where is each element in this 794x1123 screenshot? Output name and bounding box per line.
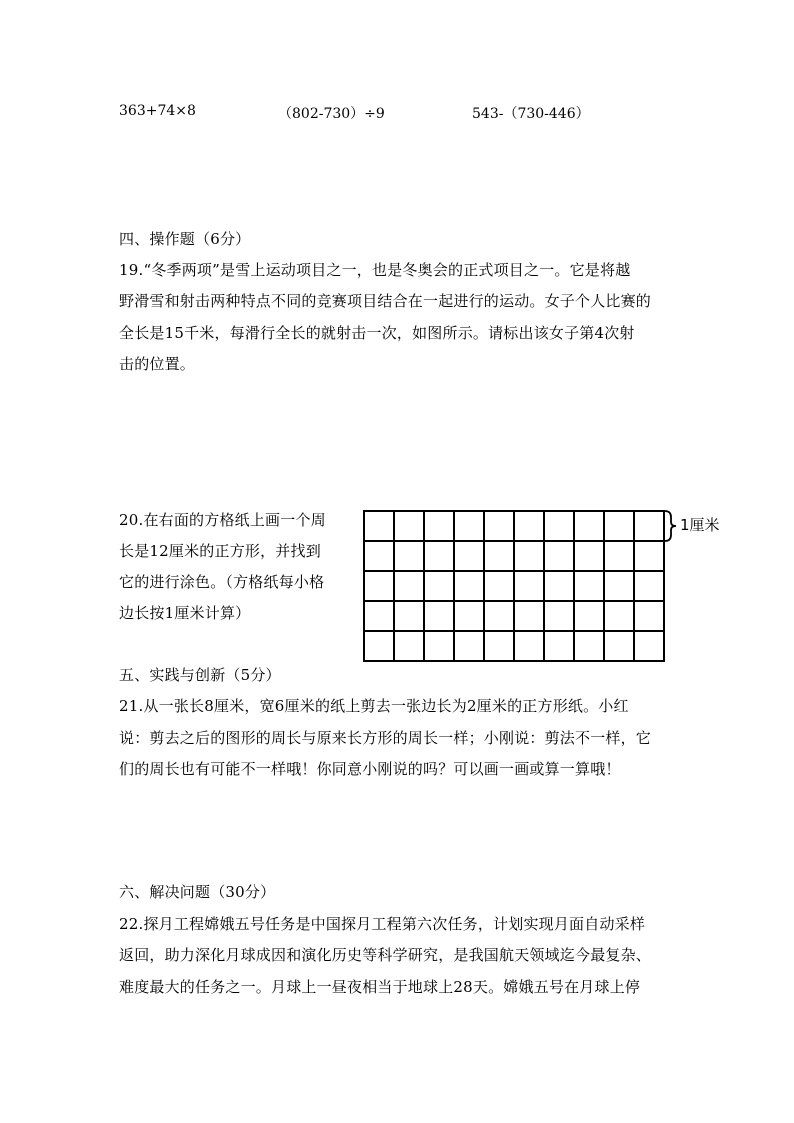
grid-cell bbox=[635, 542, 665, 572]
q21-line-2: 说：剪去之后的图形的周长与原来长方形的周长一样；小刚说：剪法不一样，它 bbox=[119, 729, 652, 747]
q22-line-1: 22.探月工程嫦娥五号任务是中国探月工程第六次任务，计划实现月面自动采样 bbox=[119, 915, 646, 933]
grid-cell bbox=[395, 632, 425, 662]
grid-cell bbox=[425, 632, 455, 662]
grid-cell bbox=[515, 542, 545, 572]
grid-cell bbox=[605, 542, 635, 572]
grid-cell bbox=[575, 602, 605, 632]
grid-cell bbox=[635, 572, 665, 602]
section5-heading: 五、实践与创新（5分） bbox=[119, 666, 281, 684]
q19-line-3: 全长是15千米，每滑行全长的就射击一次，如图所示。请标出该女子第4次射 bbox=[119, 324, 635, 342]
grid-cell bbox=[455, 602, 485, 632]
expression-3: 543-（730-446） bbox=[472, 106, 590, 122]
grid-cell bbox=[485, 572, 515, 602]
grid-unit-label: 1厘米 bbox=[680, 516, 720, 534]
q21-line-1: 21.从一张长8厘米，宽6厘米的纸上剪去一张边长为2厘米的正方形纸。小红 bbox=[119, 697, 629, 715]
grid-cell bbox=[485, 602, 515, 632]
q19-line-1: 19.“冬季两项”是雪上运动项目之一，也是冬奥会的正式项目之一。它是将越 bbox=[119, 261, 631, 279]
grid-cell bbox=[485, 512, 515, 542]
grid-cell bbox=[545, 572, 575, 602]
grid-cell bbox=[545, 542, 575, 572]
grid-cell bbox=[515, 572, 545, 602]
q20-line-3: 它的进行涂色。（方格纸每小格 bbox=[119, 573, 325, 591]
grid-cell bbox=[425, 572, 455, 602]
grid-cell bbox=[395, 602, 425, 632]
grid-cell bbox=[485, 632, 515, 662]
grid-cell bbox=[425, 512, 455, 542]
grid-cell bbox=[365, 632, 395, 662]
grid-cell bbox=[635, 632, 665, 662]
grid-cell bbox=[515, 632, 545, 662]
grid-cell bbox=[575, 512, 605, 542]
grid-cell bbox=[605, 512, 635, 542]
grid-cell bbox=[425, 602, 455, 632]
grid-cell bbox=[395, 572, 425, 602]
grid-cell bbox=[545, 602, 575, 632]
grid-cell bbox=[365, 512, 395, 542]
square-grid bbox=[363, 510, 665, 662]
grid-cell bbox=[395, 512, 425, 542]
grid-cell bbox=[635, 602, 665, 632]
brace-icon bbox=[664, 510, 678, 542]
q21-line-3: 们的周长也有可能不一样哦！你同意小刚说的吗？可以画一画或算一算哦！ bbox=[119, 760, 621, 778]
grid-cell bbox=[455, 572, 485, 602]
grid-cell bbox=[515, 602, 545, 632]
q20-line-4: 边长按1厘米计算） bbox=[119, 604, 251, 622]
grid-cell bbox=[365, 572, 395, 602]
grid-cell bbox=[605, 602, 635, 632]
grid-cell bbox=[545, 632, 575, 662]
grid-cell bbox=[485, 542, 515, 572]
q20-line-2: 长是12厘米的正方形，并找到 bbox=[119, 542, 321, 560]
expression-1: 363+74×8 bbox=[119, 103, 196, 119]
grid-cell bbox=[395, 542, 425, 572]
section6-heading: 六、解决问题（30分） bbox=[119, 883, 276, 901]
grid-cell bbox=[575, 572, 605, 602]
grid-cell bbox=[575, 632, 605, 662]
grid-cell bbox=[455, 542, 485, 572]
grid-cell bbox=[515, 512, 545, 542]
section4-heading: 四、操作题（6分） bbox=[119, 230, 251, 248]
grid-cell bbox=[365, 542, 395, 572]
grid-cell bbox=[365, 602, 395, 632]
q19-line-4: 击的位置。 bbox=[119, 355, 196, 373]
grid-cell bbox=[545, 512, 575, 542]
grid-cell bbox=[605, 632, 635, 662]
grid-cell bbox=[605, 572, 635, 602]
q20-line-1: 20.在右面的方格纸上画一个周 bbox=[119, 511, 326, 529]
grid-cell bbox=[635, 512, 665, 542]
grid-cell bbox=[425, 542, 455, 572]
grid-cell bbox=[575, 542, 605, 572]
expression-2: （802-730）÷9 bbox=[278, 106, 385, 122]
q22-line-3: 难度最大的任务之一。月球上一昼夜相当于地球上28天。嫦娥五号在月球上停 bbox=[119, 978, 641, 996]
grid-cell bbox=[455, 632, 485, 662]
q19-line-2: 野滑雪和射击两种特点不同的竞赛项目结合在一起进行的运动。女子个人比赛的 bbox=[119, 292, 652, 310]
q22-line-2: 返回，助力深化月球成因和演化历史等科学研究，是我国航天领域迄今最复杂、 bbox=[119, 946, 652, 964]
grid-cell bbox=[455, 512, 485, 542]
